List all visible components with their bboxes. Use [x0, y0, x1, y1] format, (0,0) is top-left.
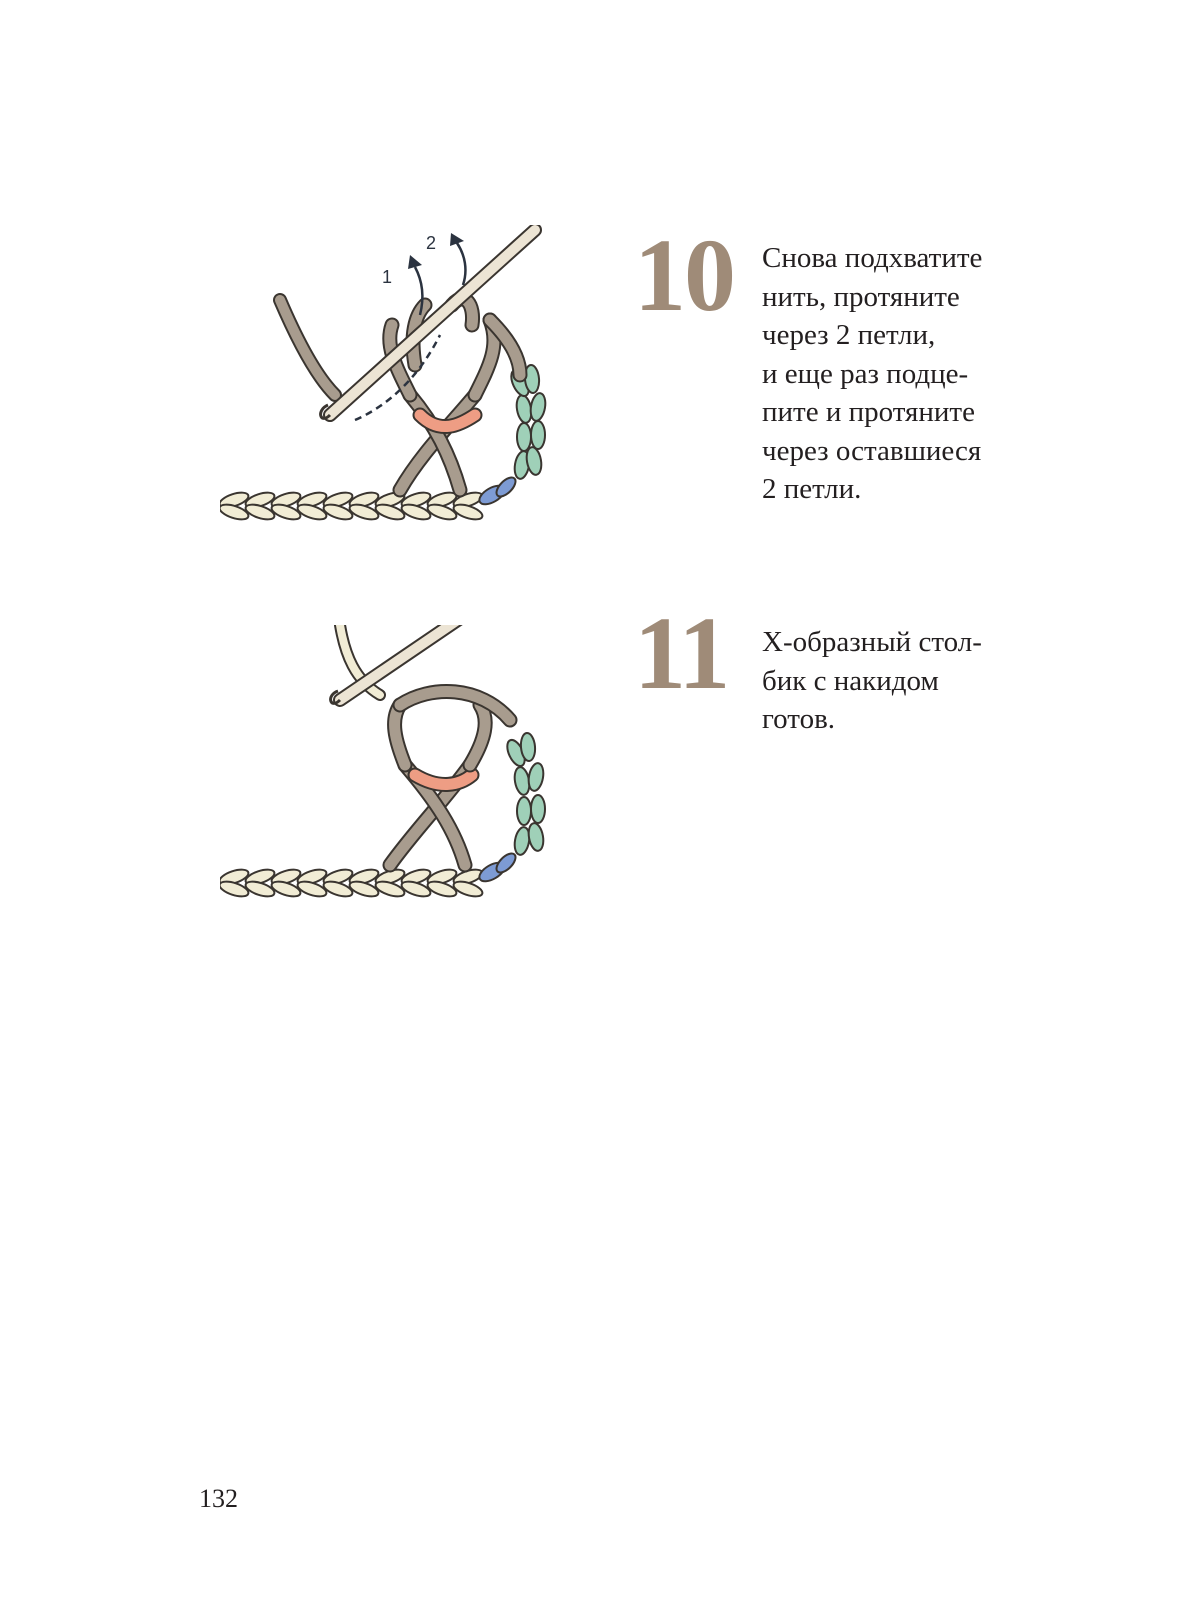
green-chain-arc [508, 364, 548, 480]
crochet-step-11-illustration [220, 625, 560, 925]
green-chain-arc [504, 732, 546, 856]
page-number: 132 [199, 1484, 238, 1513]
arrow-label-1: 1 [382, 267, 393, 287]
arrow-label-2: 2 [426, 233, 437, 253]
foundation-chain [220, 850, 519, 899]
step-number-10: 10 [634, 218, 734, 333]
arrow-2-icon [450, 233, 465, 285]
crochet-step-10-illustration [220, 225, 560, 535]
stitch-yarn [340, 625, 510, 865]
step-10-instruction: Снова подхватите нить, протяните через 2 петли, и еще раз подце- пите и протяните через оставшиеся 2 петли. [762, 242, 983, 505]
stitch-yarn [280, 299, 520, 490]
step-11-instruction: Х-образный стол- бик с накидом готов. [762, 626, 982, 735]
foundation-chain [220, 474, 519, 522]
step-number-11: 11 [634, 596, 729, 711]
